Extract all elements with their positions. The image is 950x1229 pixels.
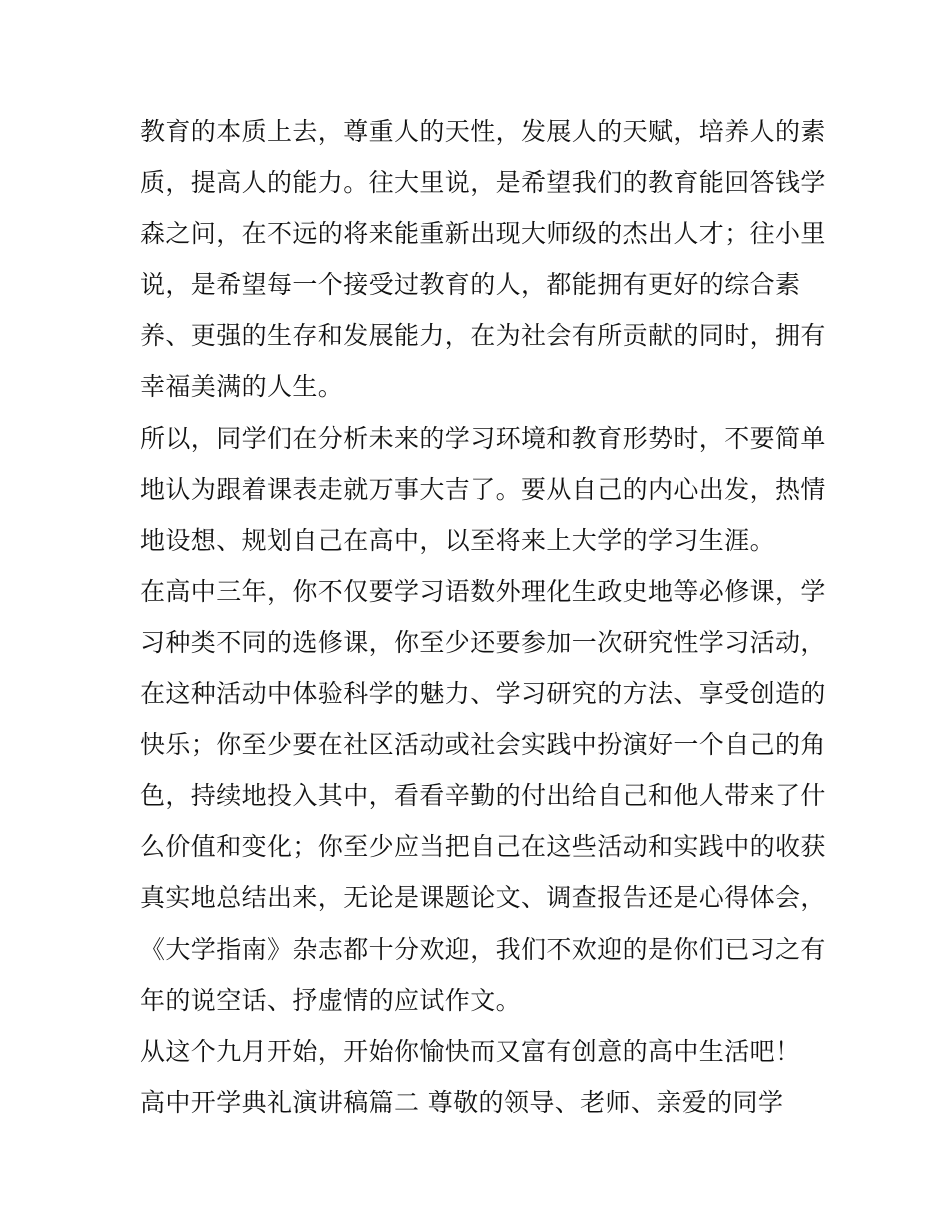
text-line: 习种类不同的选修课，你至少还要参加一次研究性学习活动，: [140, 627, 826, 657]
text-line: 么价值和变化；你至少应当把自己在这些活动和实践中的收获: [140, 832, 826, 862]
text-line: 《大学指南》杂志都十分欢迎，我们不欢迎的是你们已习之有: [140, 934, 826, 964]
text-line: 从这个九月开始，开始你愉快而又富有创意的高中生活吧！: [140, 1036, 801, 1066]
text-line: 所以，同学们在分析未来的学习环境和教育形势时，不要简单: [140, 423, 826, 453]
text-line: 在这种活动中体验科学的魅力、学习研究的方法、享受创造的: [140, 679, 826, 709]
document-body: [140, 106, 826, 1128]
text-line: 教育的本质上去，尊重人的天性，发展人的天赋，培养人的素: [140, 117, 826, 146]
text-line: 色，持续地投入其中，看看辛勤的付出给自己和他人带来了什: [140, 781, 826, 811]
text-line: 养、更强的生存和发展能力，在为社会有所贡献的同时，拥有: [140, 321, 826, 351]
text-line: 真实地总结出来，无论是课题论文、调查报告还是心得体会，: [140, 883, 826, 913]
text-line: 年的说空话、抒虚情的应试作文。: [140, 985, 522, 1015]
text-line: 在高中三年，你不仅要学习语数外理化生政史地等必修课，学: [140, 576, 826, 606]
text-line: 幸福美满的人生。: [140, 372, 344, 402]
text-line: 质，提高人的能力。往大里说，是希望我们的教育能回答钱学: [140, 168, 826, 198]
text-line: 快乐；你至少要在社区活动或社会实践中扮演好一个自己的角: [140, 730, 826, 760]
text-line: 说，是希望每一个接受过教育的人，都能拥有更好的综合素: [140, 270, 801, 300]
text-line: 森之问，在不远的将来能重新出现大师级的杰出人才；往小里: [140, 219, 826, 249]
text-line: 地设想、规划自己在高中，以至将来上大学的学习生涯。: [140, 525, 776, 555]
text-line: 地认为跟着课表走就万事大吉了。要从自己的内心出发，热情: [140, 474, 826, 504]
text-line: 高中开学典礼演讲稿篇二 尊敬的领导、老师、亲爱的同学: [140, 1087, 784, 1117]
